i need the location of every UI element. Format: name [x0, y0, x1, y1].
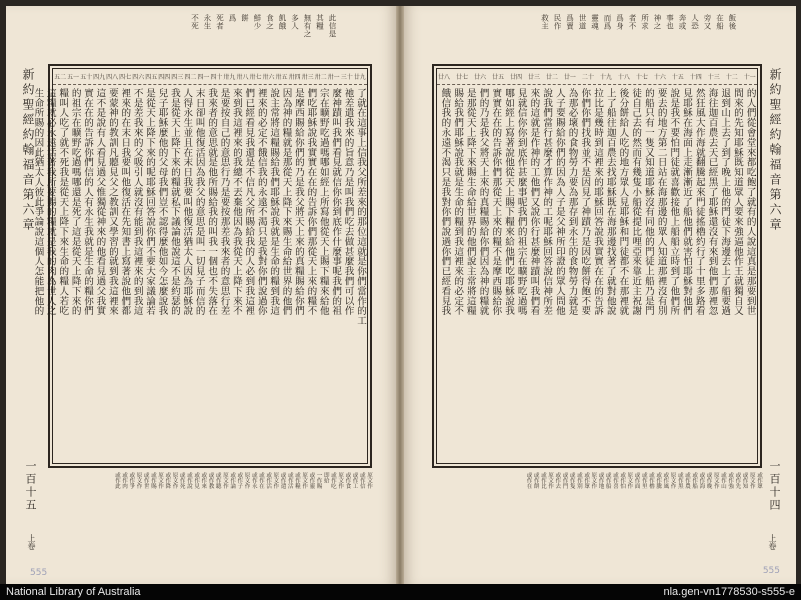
footnote: 原文作	[135, 472, 142, 489]
text-column: 們吃耶穌說我實實在在的告訴你們那從天上來的糧不	[305, 88, 317, 316]
marginal-note: 其糧	[315, 14, 325, 30]
text-column: 實實在在的告訴你們那從天上來的糧不是摩西賜給你	[490, 88, 502, 316]
footnote: 或作海	[698, 472, 705, 489]
footnote: 或作食	[344, 472, 351, 489]
marginal-note: 多人	[290, 14, 300, 30]
footnote: 原文作	[337, 472, 344, 489]
footnote: 原文作	[301, 472, 308, 489]
left-text-frame	[32, 64, 372, 468]
text-column: 見就信你你到底作甚麼事呢我們的祖宗在曠野吃過嗎	[515, 88, 527, 316]
running-head-text: 新約聖經約翰福音第六章	[21, 68, 35, 233]
footnote: 或作知	[741, 472, 748, 489]
left-footnotes	[48, 472, 372, 554]
marginal-note: 而爲	[603, 14, 612, 30]
verse-number: 五十	[80, 74, 93, 81]
text-column: 海往迦百農去天已經黑了耶穌還沒有來到他們那裡忽	[706, 88, 718, 316]
footnote: 或作強	[727, 472, 734, 489]
right-footnotes	[432, 472, 762, 554]
text-column: 上了船往迦百農去找耶穌既在海那邊找著了就對他說	[604, 88, 616, 316]
institution-credit: National Library of Australia	[6, 586, 141, 598]
marginal-note: 飢餓	[278, 14, 287, 30]
verse-number: 五二	[54, 74, 67, 81]
verse-number: 卅八	[236, 74, 249, 81]
verse-number: 卅九	[223, 74, 236, 81]
text-column: 這不是說有人看見過父惟獨從神來的他看見過父我實	[94, 88, 106, 316]
verse-number: 四一	[197, 74, 210, 81]
footnote: 或作別	[575, 472, 582, 489]
footnote: 或作遣	[279, 472, 286, 489]
marginal-note: 所求	[640, 14, 650, 30]
text-column: 賜給我們耶穌說我就是生命的糧到我這裡來的必定不	[452, 88, 464, 316]
footnote: 或作吃	[329, 472, 336, 489]
text-column: 們的乃是我父將天上來的真糧賜給你們因為神的糧就	[477, 88, 489, 316]
marginal-note: 不死	[190, 14, 200, 30]
footnote: 或作死	[178, 472, 185, 489]
left-volume-mark: 上卷	[27, 534, 36, 550]
verse-number: 二十	[581, 74, 594, 81]
right-verse-numbers	[438, 72, 756, 84]
verse-number: 廿八	[438, 74, 451, 81]
footnote: 一作賜	[315, 472, 322, 489]
marginal-note: 此信是	[328, 14, 337, 38]
credit-bar	[0, 584, 801, 600]
footnote: 或作論	[229, 472, 236, 489]
verse-number: 十二	[725, 74, 738, 81]
footnote: 或作糧	[293, 472, 300, 489]
verse-number: 廿九	[353, 74, 366, 81]
footnote: 或作在	[525, 472, 532, 489]
footnote: 或作餅	[532, 472, 539, 489]
right-text-columns	[438, 88, 756, 462]
footnote: 即給	[322, 472, 329, 484]
verse-number: 十八	[617, 74, 630, 81]
verse-number: 四九	[93, 74, 106, 81]
right-page	[404, 6, 796, 584]
verse-number: 四十	[210, 74, 223, 81]
footnote: 或作先	[734, 472, 741, 489]
footnote: 或作去	[554, 472, 561, 489]
footnote: 或作門	[561, 472, 568, 489]
left-verse-numbers	[54, 72, 366, 84]
marginal-note: 人恐	[690, 14, 700, 30]
marginal-note: 民作	[553, 14, 562, 30]
text-column: 你們你們找我並不是因見了神蹟乃是因吃餅得飽不要	[579, 88, 591, 316]
verse-number: 十一	[743, 74, 756, 81]
footnote: 或作騰	[655, 472, 662, 489]
footnote: 或作來	[200, 472, 207, 489]
verse-number: 廿二	[545, 74, 558, 81]
footnote: 或作信	[358, 472, 365, 489]
verse-number: 十九	[599, 74, 612, 81]
right-pencil-mark: 555	[762, 566, 780, 576]
text-column: 人得永生並且在末日我要叫他復活猶太人因為耶穌說	[181, 88, 193, 316]
footnote: 或作山	[719, 472, 726, 489]
marginal-note: 世道	[578, 14, 587, 30]
text-column: 們已經看見我還是不信凡父所賜給我的人必到我這裡	[243, 88, 255, 316]
marginal-note: 餅	[240, 14, 250, 22]
footnote: 或作風	[662, 472, 669, 489]
marginal-note: 無有之	[303, 14, 312, 38]
footnote: 或作永	[250, 472, 257, 489]
verse-number: 廿四	[509, 74, 522, 81]
verse-number: 廿五	[491, 74, 504, 81]
running-head-text: 新約聖經約翰福音第六章	[768, 68, 782, 233]
text-column: 麼神蹟叫我們看見就信你你到底作什麼事呢我們的祖	[330, 88, 342, 316]
footnote: 或作船	[604, 472, 611, 489]
verse-number: 廿三	[527, 74, 540, 81]
verse-number: 卅七	[249, 74, 262, 81]
verse-number: 十四	[689, 74, 702, 81]
text-column: 退到山上去了到了晚上他的門徒下海邊去上了船要過	[719, 88, 731, 316]
text-column: 了就在這事上信我父所差來的那位這就是你們當作的工	[355, 88, 366, 326]
footnote: 或作世	[142, 472, 149, 489]
text-column: 我是從天上降下來的糧就私下議論他說這不是約瑟的	[168, 88, 180, 316]
footnote: 或作此	[113, 472, 120, 489]
footnote: 或作眾	[756, 472, 762, 489]
text-column: 人子要賜給你們的因為人子是父神所印證的眾人問他	[553, 88, 565, 316]
marginal-note: 永生	[203, 14, 212, 30]
text-column: 見耶穌在海面上走漸漸近了船他們就害怕耶穌對他們	[681, 88, 693, 316]
text-column: 不是差我來的父吸引人就沒有能到我這裡來的到我這	[131, 88, 143, 316]
footnote: 或作肉	[121, 472, 128, 489]
marginal-note: 事也	[665, 14, 675, 30]
footnote: 或作爭	[128, 472, 135, 489]
footnote: 原文作	[712, 472, 719, 489]
marginal-note: 鮮少	[253, 14, 262, 30]
book-gutter	[396, 6, 404, 584]
footnote: 或作晚	[705, 472, 712, 489]
text-column: 我來者的意思就是他所賜給我的叫我一個也不失落在	[206, 88, 218, 316]
footnote: 或作降	[164, 472, 171, 489]
footnote: 原文作	[221, 472, 228, 489]
marginal-note: 食之	[265, 14, 275, 30]
text-column: 說我們當行甚麼才算作神的工呢耶穌回答說信神所差	[541, 88, 553, 316]
verse-number: 廿一	[563, 74, 576, 81]
marginal-note: 神之	[653, 14, 662, 30]
text-column: 是要按自己的意思行乃是要按那差我來者的意思行差	[218, 88, 230, 316]
text-column: 要蒙神的教訓凡聽見父之教訓又學習的就到我這裡來	[106, 88, 118, 316]
text-column: 是從天上降下來的呢耶穌回答說你們不要大家議論若	[144, 88, 156, 316]
left-text-columns	[32, 88, 366, 462]
text-column: 糧叫人吃了就不死我是從天上降下來生命的糧人若吃	[57, 88, 69, 316]
verse-number: 廿七	[455, 74, 468, 81]
footnote: 原文作	[272, 472, 279, 489]
item-identifier: nla.gen-vn1778530-s555-e	[663, 586, 795, 598]
footnote: 或作眾	[583, 472, 590, 489]
text-column: 祂差遣我來的旨意乃是叫我們吃去做甚麼我們可以作	[342, 88, 354, 316]
text-column: 哪如經上寫著說他從天上賜下糧來給他們吃耶穌說我	[503, 88, 514, 316]
text-column: 為那必壞的食物勞力要為那存到永生的食物勞力就是	[566, 88, 578, 316]
text-column: 間來的先知耶穌既知道眾人要來強逼他作王就獨自又	[731, 88, 743, 316]
marginal-note: 爲	[228, 14, 237, 22]
verse-number: 卅三	[301, 74, 314, 81]
verse-number: 十三	[707, 74, 720, 81]
footnote: 或作地	[597, 472, 604, 489]
footnote: 或作聽	[214, 472, 221, 489]
marginal-note: 奔或	[678, 14, 687, 30]
left-marginal-notes	[190, 14, 336, 60]
footnote: 或作怕	[619, 472, 626, 489]
text-column: 末日卻叫他復活因為我父的意思是叫一切見子而信的	[193, 88, 205, 316]
verse-number: 卅四	[288, 74, 301, 81]
footnote: 或作工	[351, 472, 358, 489]
footnote: 或作面	[633, 472, 640, 489]
text-column: 因為神的糧就是那從天上降下來賜生命給世界的他們	[280, 88, 292, 316]
footnote: 或作里	[640, 472, 647, 489]
text-column: 這糧就必永遠活著我所要賜的糧就是我的肉為世人之	[44, 88, 56, 316]
right-page-number: 一百十四	[768, 460, 781, 512]
text-column: 的人們從會堂來都吃飽了就有的人說這真是那要到世	[744, 88, 756, 316]
footnote: 或作船	[691, 472, 698, 489]
footnote: 原文作	[157, 472, 164, 489]
text-column: 拉比是幾時到這裡來的耶穌回答說我實實在在的告訴	[592, 88, 604, 316]
marginal-note: 旁又	[703, 14, 712, 30]
text-column: 的船只有一隻又知道耶穌沒有同他的門徒上船乃是門	[642, 88, 654, 316]
verse-number: 四五	[145, 74, 158, 81]
footnote: 或作說	[185, 472, 192, 489]
verse-number: 五一	[67, 74, 80, 81]
verse-number: 十六	[653, 74, 666, 81]
verse-number: 四六	[132, 74, 145, 81]
left-page-number: 一百十五	[24, 460, 37, 512]
footnote: 或作活	[265, 472, 272, 489]
footnote: 原文作	[171, 472, 178, 489]
text-column: 生命所賜的因此猶太人彼此爭論說這個人怎能把他的	[32, 88, 44, 316]
text-column: 餓信我的永遠不渴只是我對你們說過你們已經看見我	[439, 88, 451, 316]
text-column: 兒子耶穌麼他的父母我們豈不認得麼他如今怎麼說我	[156, 88, 168, 316]
verse-number: 四四	[158, 74, 171, 81]
text-column: 後分餅給人吃的地方眾人見耶穌和門徒都不在那裡就	[617, 88, 629, 316]
right-volume-mark: 上卷	[768, 534, 777, 550]
text-column: 然狂風大作海就翻騰起來門徒搖櫓約行了十里多路看	[693, 88, 705, 316]
footnote: 或作活	[286, 472, 293, 489]
footnote: 或作靈	[308, 472, 315, 489]
left-pencil-mark: 555	[30, 568, 48, 578]
text-column: 裡來的必定不餓信我的永遠不渴只是我對你們說過你	[255, 88, 267, 316]
footnote: 原文作	[590, 472, 597, 489]
text-column: 來到我這裡來的我總不丟棄他因為我從天上降下來不	[230, 88, 242, 316]
marginal-note: 爲賣	[565, 14, 575, 30]
footnote: 或作賜	[149, 472, 156, 489]
right-running-head	[767, 68, 784, 233]
marginal-note: 在船	[715, 14, 725, 30]
marginal-note: 死者	[215, 14, 225, 30]
marginal-note: 靈魂	[590, 14, 600, 30]
verse-number: 卅五	[275, 74, 288, 81]
marginal-note: 者不	[628, 14, 637, 30]
right-text-frame	[432, 64, 762, 468]
text-column: 裡來的在末日我要叫他復活在先知書上寫著說他們都	[119, 88, 131, 316]
verse-number: 四三	[171, 74, 184, 81]
right-marginal-notes	[540, 14, 736, 60]
marginal-note: 爲身	[615, 14, 625, 30]
text-column: 要去的地方第二日站在海那邊的眾人知道那裡沒有別	[655, 88, 667, 316]
footnote: 原文作	[748, 472, 755, 489]
marginal-note: 救主	[540, 14, 550, 30]
verse-number: 廿六	[473, 74, 486, 81]
text-column: 說主常將這糧賜給我們耶穌說我就是生命的糧到我這	[268, 88, 280, 316]
footnote: 原文作	[626, 472, 633, 489]
verse-number: 卅一	[327, 74, 340, 81]
footnote: 或作教	[207, 472, 214, 489]
verse-number: 四八	[106, 74, 119, 81]
left-page	[6, 6, 396, 584]
text-column: 實在在的告訴你們信的人有永生我就是生命的糧你們	[82, 88, 94, 316]
text-column: 的祖宗在曠野吃過嗎哪還是死了這是從天上降下來的	[69, 88, 81, 316]
footnote: 或作比	[539, 472, 546, 489]
text-column: 是那從天上降下來賜生命給世界的他們說主常將這糧	[464, 88, 476, 316]
marginal-note: 飯後	[728, 14, 737, 30]
text-column: 說是我不要怕門徒就喜歡接他上船船立時到了他們所	[668, 88, 680, 316]
verse-number: 三十	[340, 74, 353, 81]
footnote: 或作農	[683, 472, 690, 489]
footnote: 或作櫓	[647, 472, 654, 489]
footnote: 原文作	[547, 472, 554, 489]
footnote: 或作喜	[611, 472, 618, 489]
verse-number: 卅二	[314, 74, 327, 81]
footnote: 或作黑	[676, 472, 683, 489]
text-column: 是摩西賜給你們的乃是我父將天上來的真糧賜給你們	[292, 88, 304, 316]
footnote: 或作見	[193, 472, 200, 489]
footnote: 原文作	[669, 472, 676, 489]
text-column: 來的這就是作神的工他們又說你行甚麼神蹟叫我們看	[528, 88, 540, 316]
text-column: 宗在曠野吃過嗎哪如經上所寫他從天上賜下糧來給他	[317, 88, 329, 316]
text-column: 徒自己去的然而有幾隻小船從提比哩亞來靠近主祝謝	[630, 88, 642, 316]
verse-number: 十五	[671, 74, 684, 81]
verse-number: 四七	[119, 74, 132, 81]
footnote: 或作隻	[568, 472, 575, 489]
verse-number: 卅六	[262, 74, 275, 81]
footnote: 原文作	[243, 472, 250, 489]
footnote: 原文作	[366, 472, 372, 489]
verse-number: 十七	[635, 74, 648, 81]
footnote: 或作在	[257, 472, 264, 489]
verse-number: 四二	[184, 74, 197, 81]
footnote: 或作子	[236, 472, 243, 489]
